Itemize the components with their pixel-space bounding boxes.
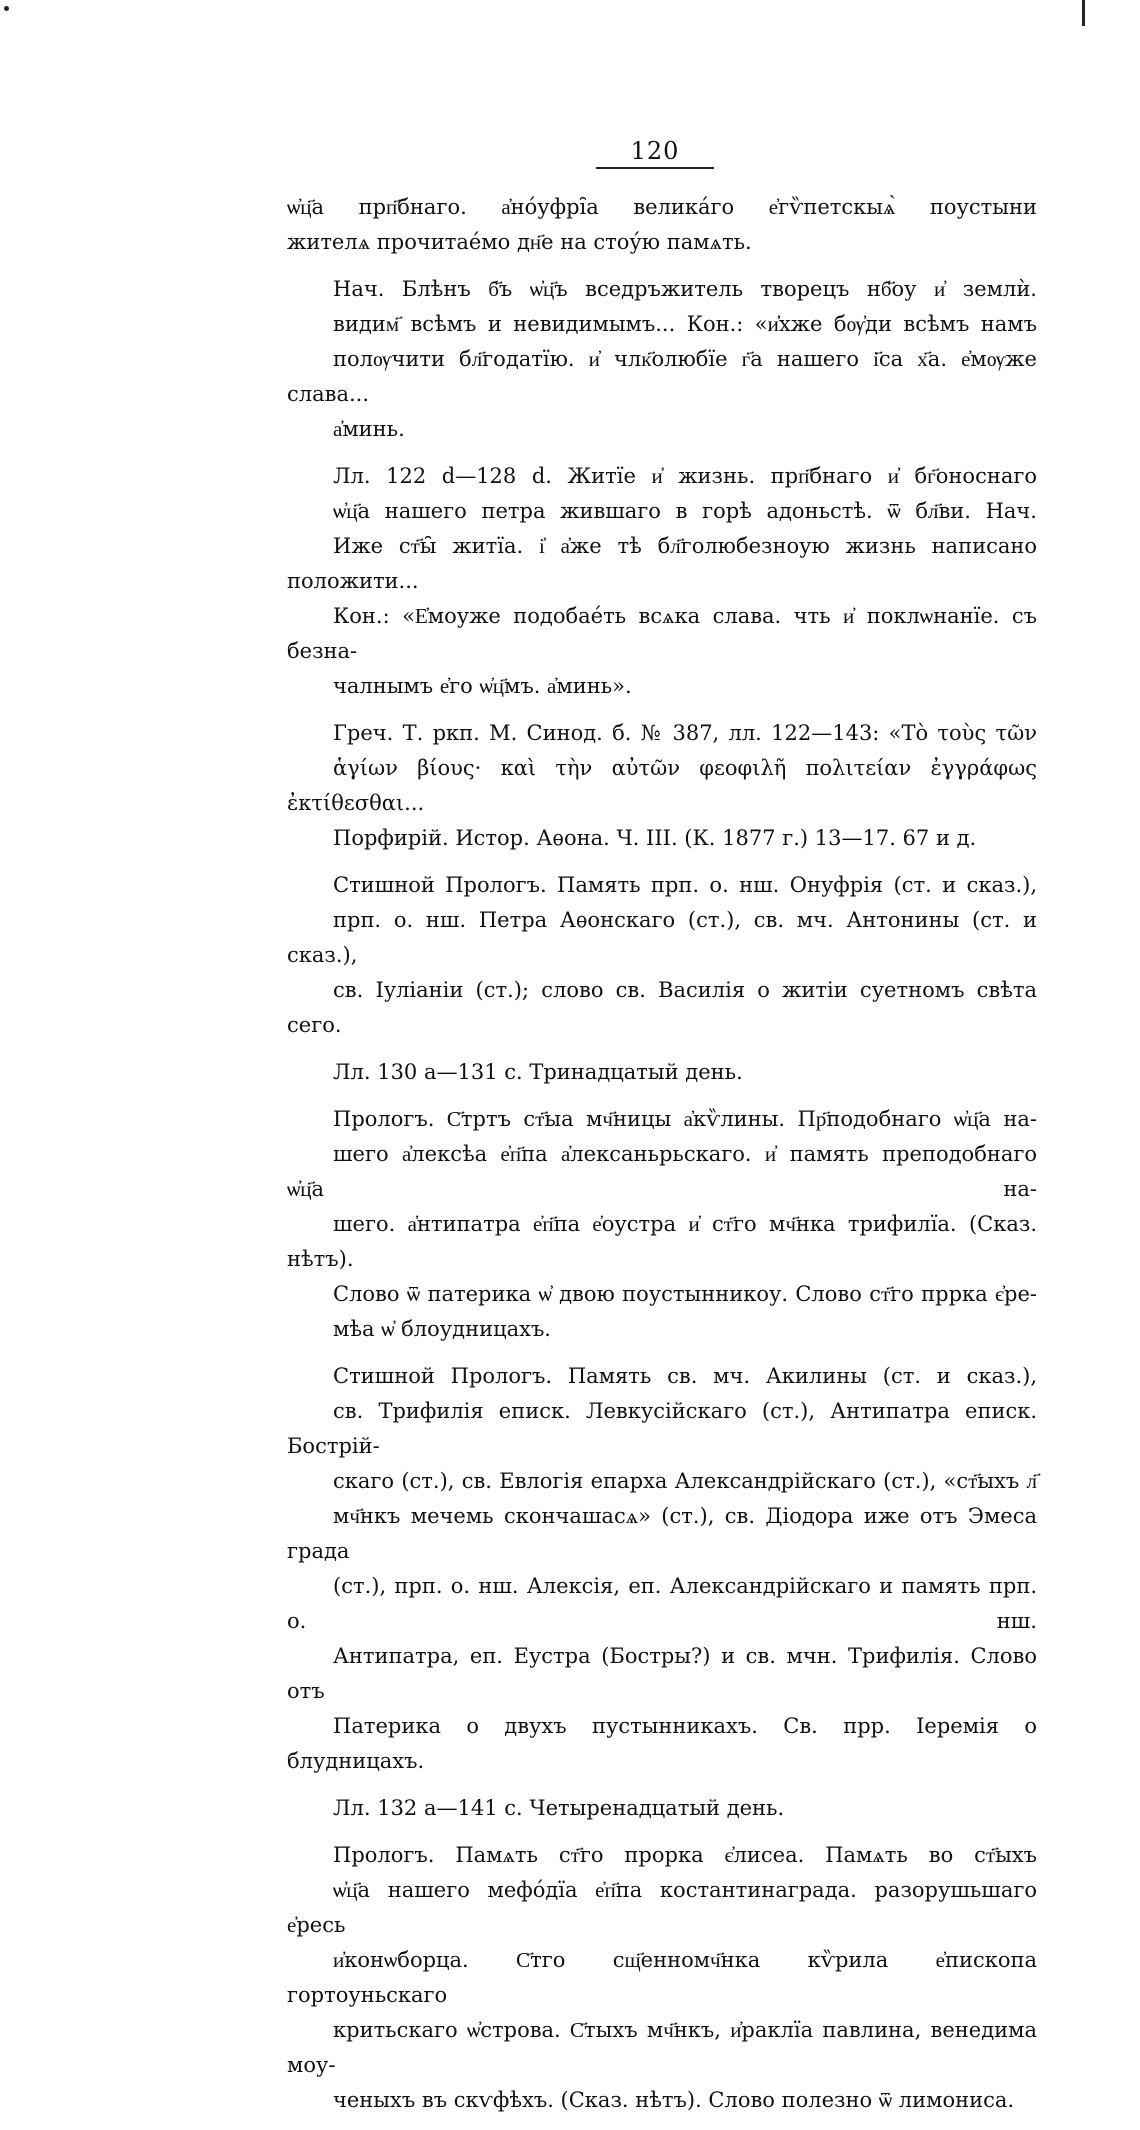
paragraph bbox=[287, 1102, 1037, 1347]
text-line: Порфирій. Истор. Аѳона. Ч. III. (К. 1877 г.) 13—17. 67 и д. bbox=[333, 826, 977, 850]
text-line: ченыхъ въ скѵфѣхъ. (Сказ. нѣтъ). Слово полезно ѿ лимониса. bbox=[333, 2088, 1015, 2112]
body-text bbox=[287, 190, 1037, 2130]
text-line: Иже ст҃ы̑ житїа. і҆ а҆же тѣ бл҃голюбезноую жизнь написано положити... bbox=[287, 534, 1037, 593]
text-line: Нач. Блѣнъ б҃ъ ѡ҆ц҃ъ вседръжитель творецъ нб҃оу и҆ землѝ. bbox=[333, 277, 1037, 301]
text-line: Прологъ. Памѧть ст҃го прорка є҆лисеа. Памѧть во ст҃ыхъ bbox=[333, 1843, 1037, 1867]
text-line: видим҃ всѣмъ и невидимымъ... Кон.: «и҆҆хже бѹ҆ди всѣмъ намъ bbox=[333, 312, 1037, 336]
scan-edge-mark bbox=[1082, 0, 1085, 26]
paragraph bbox=[287, 716, 1037, 856]
paragraph bbox=[287, 272, 1037, 447]
text-line: Антипатра, еп. Еустра (Бостры?) и св. мчн. Трифилія. Слово отъ bbox=[287, 1644, 1037, 1703]
text-line: (ст.), прп. о. нш. Алексія, еп. Александрійскаго и память прп. о. нш. bbox=[287, 1574, 1037, 1633]
paragraph bbox=[287, 1055, 1037, 1090]
text-line: Прологъ. С҃тртъ ст҃ыа мч҃ницы а҆кѷлины. Пр҃подобнаго ѡ҆ц҃а на- bbox=[333, 1107, 1037, 1131]
paragraph bbox=[287, 459, 1037, 704]
text-line: Лл. 130 а—131 с. Тринадцатый день. bbox=[333, 1060, 743, 1084]
text-line: св. Трифилія еписк. Левкусійскаго (ст.), Антипатра еписк. Бострій- bbox=[287, 1399, 1037, 1458]
text-line: Лл. 132 а—141 с. Четыренадцатый день. bbox=[333, 1796, 785, 1820]
text-line: Лл. 122 d—128 d. Житїе и҆ жизнь. прп҃бнаго и҆ бг҃оноснаго bbox=[333, 464, 1037, 488]
text-line: мч҃нкъ мечемь скончашасѧ» (ст.), св. Діодора иже отъ Эмеса града bbox=[287, 1504, 1037, 1563]
text-line: критьскаго ѡ҆строва. С҃тыхъ мч҃нкъ, и҆раклїа павлина, венедима моу- bbox=[287, 2018, 1037, 2077]
text-line: Кон.: «Е҆моуже подобае́ть всѧка слава. чть и҆ поклѡнанїе. съ безна- bbox=[287, 604, 1037, 663]
paragraph bbox=[287, 1838, 1037, 2118]
text-line: чалнымъ е҆го ѡ҆ц҃мъ. а҆минь». bbox=[333, 674, 632, 698]
text-line: Стишной Прологъ. Память прп. о. нш. Онуфрія (ст. и сказ.), bbox=[333, 873, 1037, 897]
text-line: Слово ѿ патерика ѡ҆ двою поустынникоу. Слово ст҃го пррка є҆ре- bbox=[333, 1282, 1037, 1306]
text-line: шего а҆лексѣа е҆п҃па а҆лексаньрьскаго. и҆ память преподобнаго ѡ҆ц҃а на- bbox=[287, 1142, 1037, 1201]
text-line: ѡ҆ц҃а прп҃бнаго. а҆но́уфрі̑а велика́го е҆гѷпетскыѧ̀ поустыни bbox=[287, 195, 1037, 219]
text-line: св. Іуліаніи (ст.); слово св. Василія о житіи суетномъ свѣта сего. bbox=[287, 978, 1037, 1037]
text-line: полѹчити бл҃годатїю. и҆ члк҃олюбїе г҃а нашего і҃са х҃а. е҆мѹже слава... bbox=[287, 347, 1037, 406]
text-line: прп. о. нш. Петра Аѳонскаго (ст.), св. мч. Антонины (ст. и сказ.), bbox=[287, 908, 1037, 967]
text-line: Греч. Т. ркп. М. Синод. б. № 387, лл. 122—143: «Τὸ τοὺς τῶν bbox=[333, 721, 1037, 745]
scan-mark-dot bbox=[4, 6, 9, 11]
page-number: 120 bbox=[596, 137, 714, 169]
paragraph bbox=[287, 1359, 1037, 1779]
text-line: ѡ҆ц҃а нашего мефо́дїа е҆п҃па костантинаграда. разорушьшаго е҆ресь bbox=[287, 1878, 1037, 1937]
text-line: Патерика о двухъ пустынникахъ. Св. прр. Іеремія о блудницахъ. bbox=[287, 1714, 1037, 1773]
text-line: скаго (ст.), св. Евлогія епарха Александрійскаго (ст.), «ст҃ыхъ л҃ bbox=[333, 1469, 1037, 1493]
paragraph bbox=[287, 1791, 1037, 1826]
text-line: жителѧ прочитае́мо дн҃е на стоу́ю памѧть. bbox=[287, 230, 752, 254]
text-line: ѡ҆ц҃а нашего петра жившаго в горѣ адоньстѣ. ѿ бл҃ви. Нач. bbox=[333, 499, 1037, 523]
text-line: Стишной Прологъ. Память св. мч. Акилины (ст. и сказ.), bbox=[333, 1364, 1037, 1388]
paragraph bbox=[287, 868, 1037, 1043]
text-line: ἁγίων βίους· καὶ τὴν αὐτῶν φεοφιλῆ πολιτείαν ἐγγράφως ἐκτίθεσθαι... bbox=[287, 756, 1037, 815]
text-line: а҆минь. bbox=[333, 417, 405, 441]
text-line: мѣа ѡ҆ блоудницахъ. bbox=[333, 1317, 551, 1341]
text-line: шего. а҆нтипатра е҆п҃па е҆оустра и҆ ст҃го мч҃нка трифилїа. (Сказ. нѣтъ). bbox=[287, 1212, 1037, 1271]
paragraph bbox=[287, 190, 1037, 260]
text-line: и҆конѡборца. С҃тго сщ҃енномч҃нка кѷрила е҆пископа гортоуньскаго bbox=[287, 1948, 1037, 2007]
